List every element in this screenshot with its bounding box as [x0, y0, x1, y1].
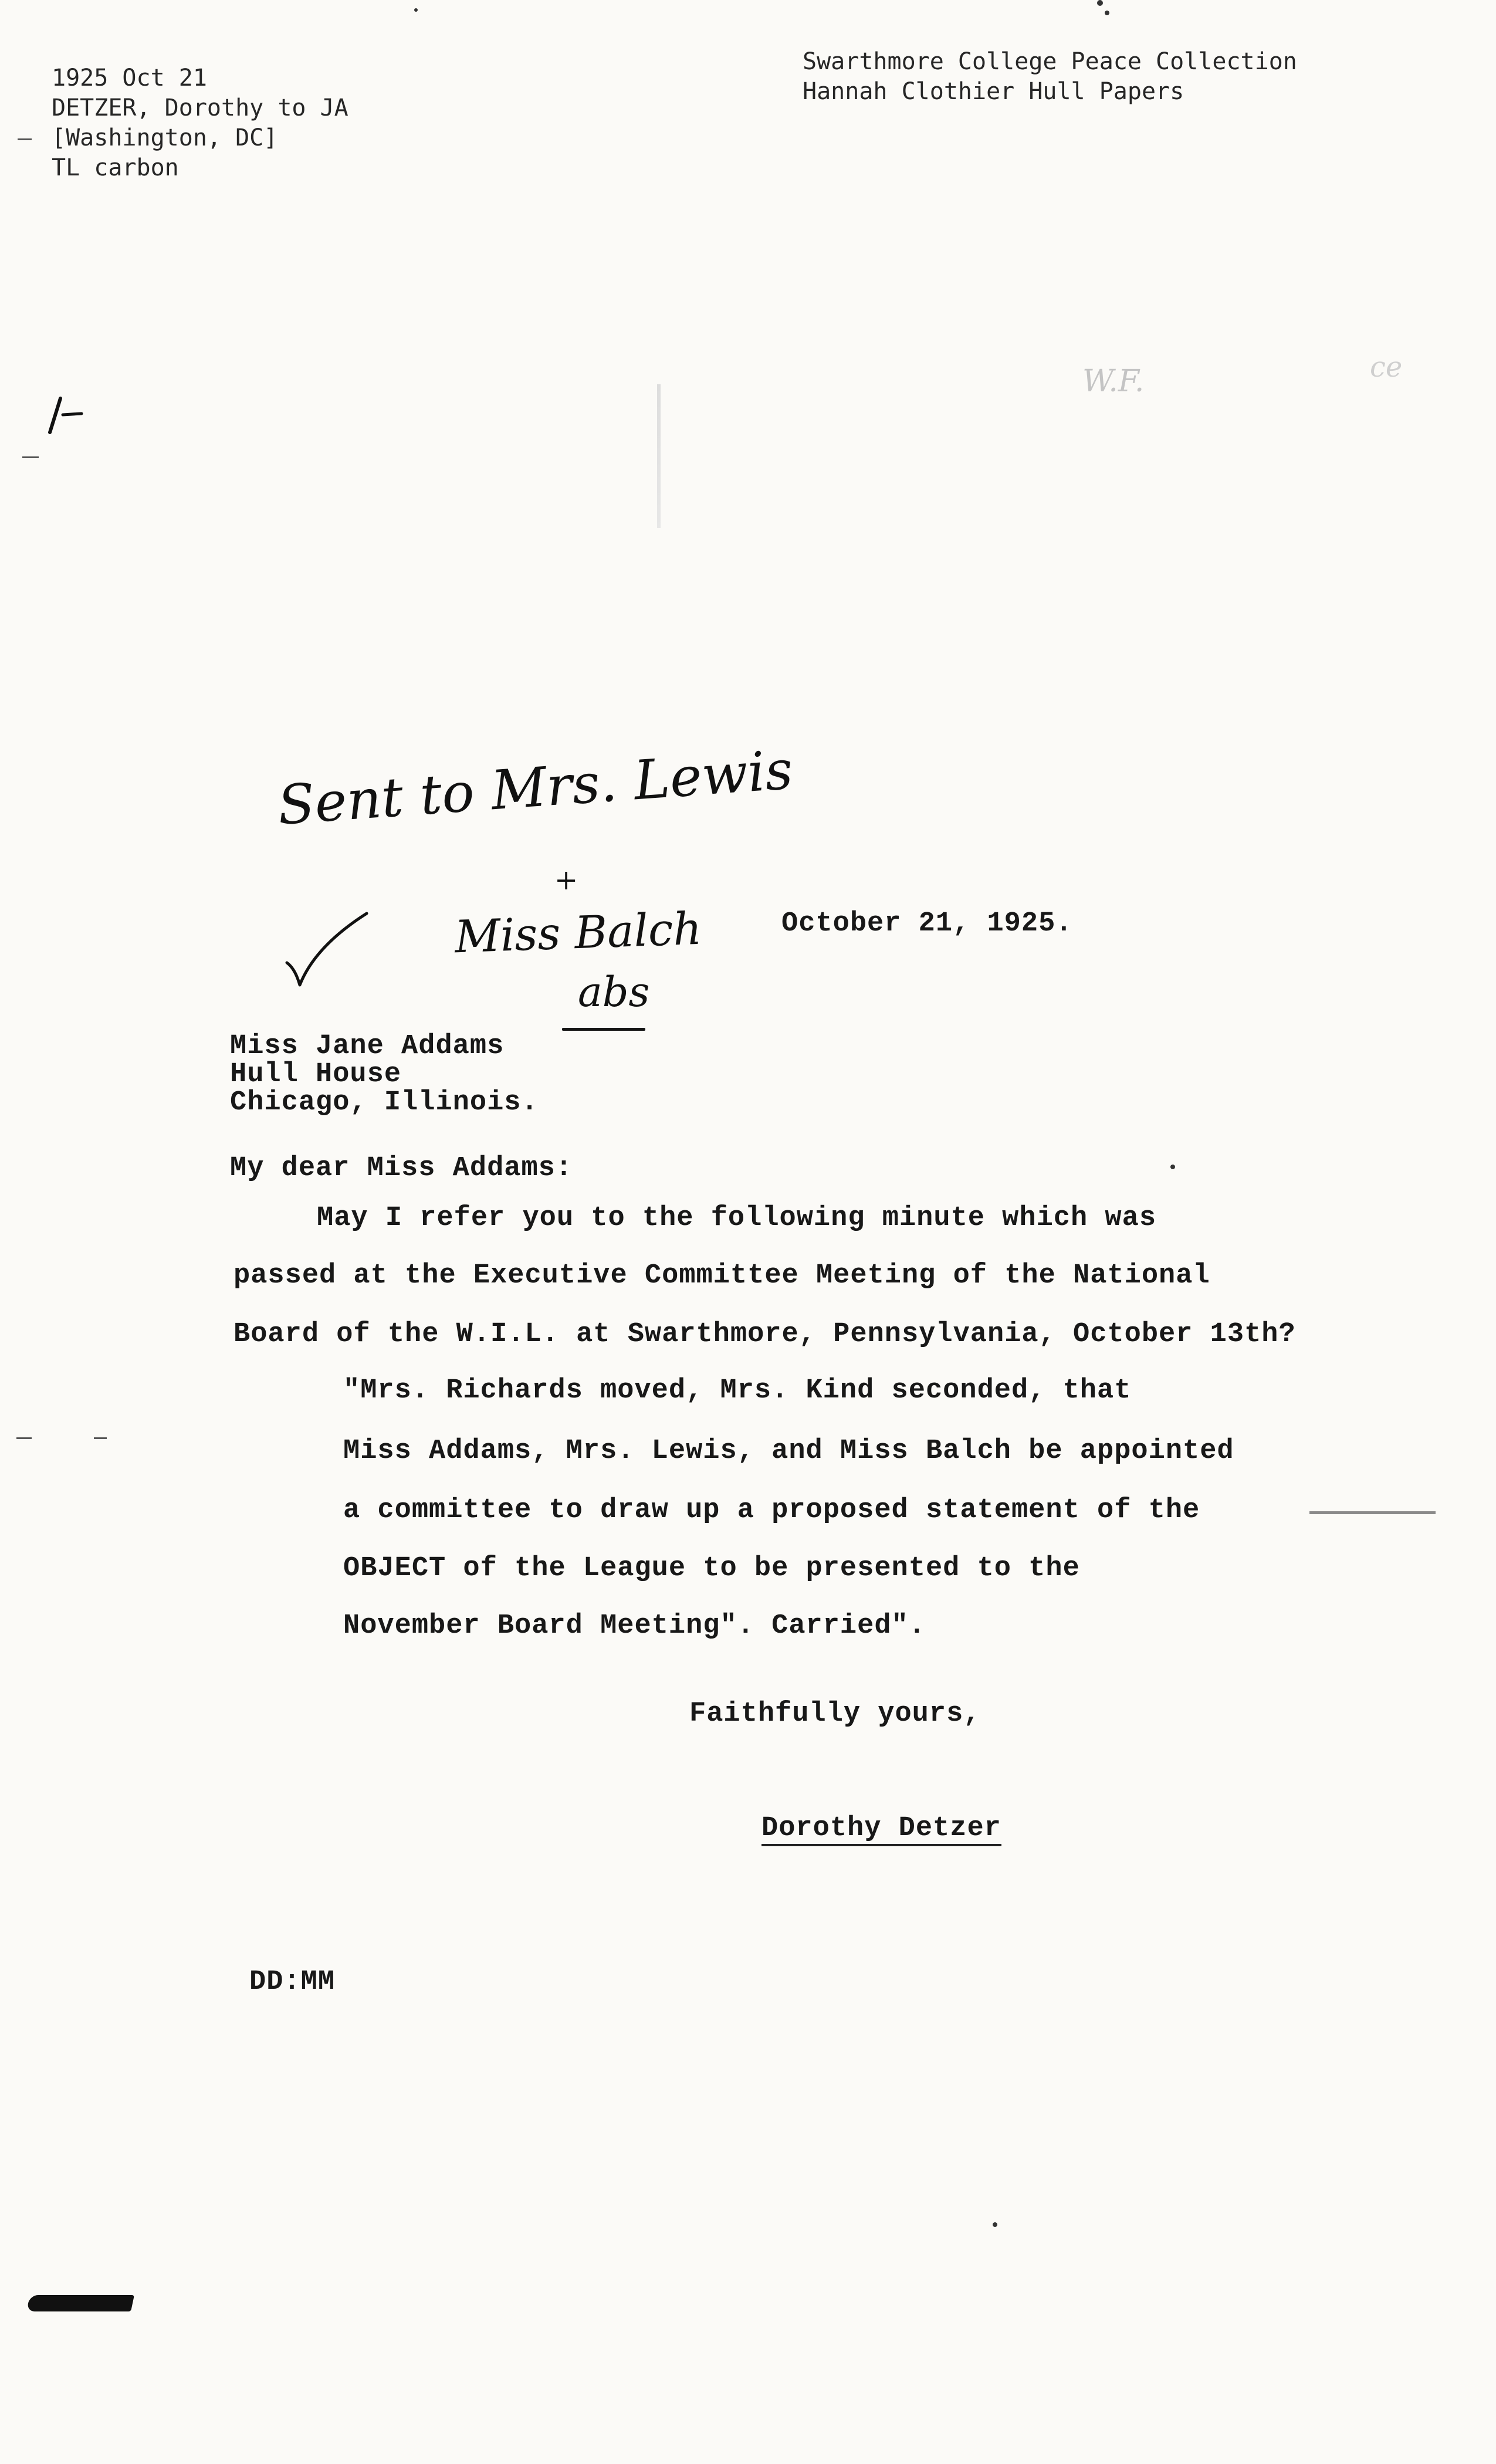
catalog-block [52, 63, 348, 183]
handwritten-sent-to: Sent to Mrs. Lewis [276, 738, 795, 837]
fold-shadow [657, 384, 661, 528]
checkmark-icon [269, 898, 363, 980]
handwritten-ampersand: + [554, 864, 578, 896]
scan-speck [1097, 0, 1103, 6]
body-line: May I refer you to the following minute which was [317, 1203, 1157, 1234]
scan-speck [1105, 11, 1109, 15]
letter-date: October 21, 1925. [781, 908, 1073, 939]
margin-dash [16, 1437, 32, 1439]
margin-slash-icon [35, 387, 87, 439]
quoted-minute-line: a committee to draw up a proposed statement of the [343, 1495, 1200, 1526]
quoted-minute-line: "Mrs. Richards moved, Mrs. Kind seconded, that [343, 1375, 1132, 1406]
body-line: passed at the Executive Committee Meeting of the National [233, 1260, 1210, 1291]
recipient-name: Miss Jane Addams [230, 1031, 505, 1062]
faint-pencil-mark-corner: ce [1370, 351, 1403, 384]
scan-artifact-bar [26, 2295, 134, 2311]
margin-mark [23, 375, 76, 428]
collection-name: Swarthmore College Peace Collection [803, 48, 1297, 75]
catalog-date: 1925 Oct 21 [52, 65, 207, 92]
salutation: My dear Miss Addams: [230, 1153, 573, 1184]
handwritten-abs: abs [578, 968, 650, 1016]
faint-pencil-mark: W.F. [1082, 364, 1145, 399]
handwritten-underline [562, 1028, 645, 1031]
margin-dash [22, 456, 39, 458]
margin-dash [18, 138, 32, 140]
recipient-address [230, 1033, 539, 1117]
scan-speck [414, 8, 418, 12]
complimentary-close: Faithfully yours, [689, 1698, 981, 1729]
quoted-minute-line: OBJECT of the League to be presented to the [343, 1553, 1080, 1584]
catalog-type: TL carbon [52, 154, 179, 181]
recipient-city: Chicago, Illinois. [230, 1087, 539, 1118]
catalog-author: DETZER, Dorothy to JA [52, 94, 348, 121]
catalog-place: [Washington, DC] [52, 124, 278, 151]
quoted-minute-line: Miss Addams, Mrs. Lewis, and Miss Balch be appointed [343, 1436, 1234, 1467]
body-line: Board of the W.I.L. at Swarthmore, Pennsylvania, October 13th? [233, 1319, 1296, 1350]
quoted-minute-line: November Board Meeting". Carried". [343, 1610, 926, 1641]
handwritten-miss-balch: Miss Balch [453, 902, 703, 963]
typist-initials: DD:MM [249, 1967, 336, 1998]
scan-speck [993, 2222, 997, 2227]
margin-dash [94, 1437, 107, 1439]
scan-speck [1170, 1165, 1175, 1169]
signature-line: Dorothy Detzer [761, 1815, 1001, 1846]
collection-papers: Hannah Clothier Hull Papers [803, 78, 1184, 105]
recipient-organization: Hull House [230, 1059, 402, 1090]
scan-artifact-dash [1309, 1511, 1436, 1514]
collection-block [803, 47, 1297, 107]
